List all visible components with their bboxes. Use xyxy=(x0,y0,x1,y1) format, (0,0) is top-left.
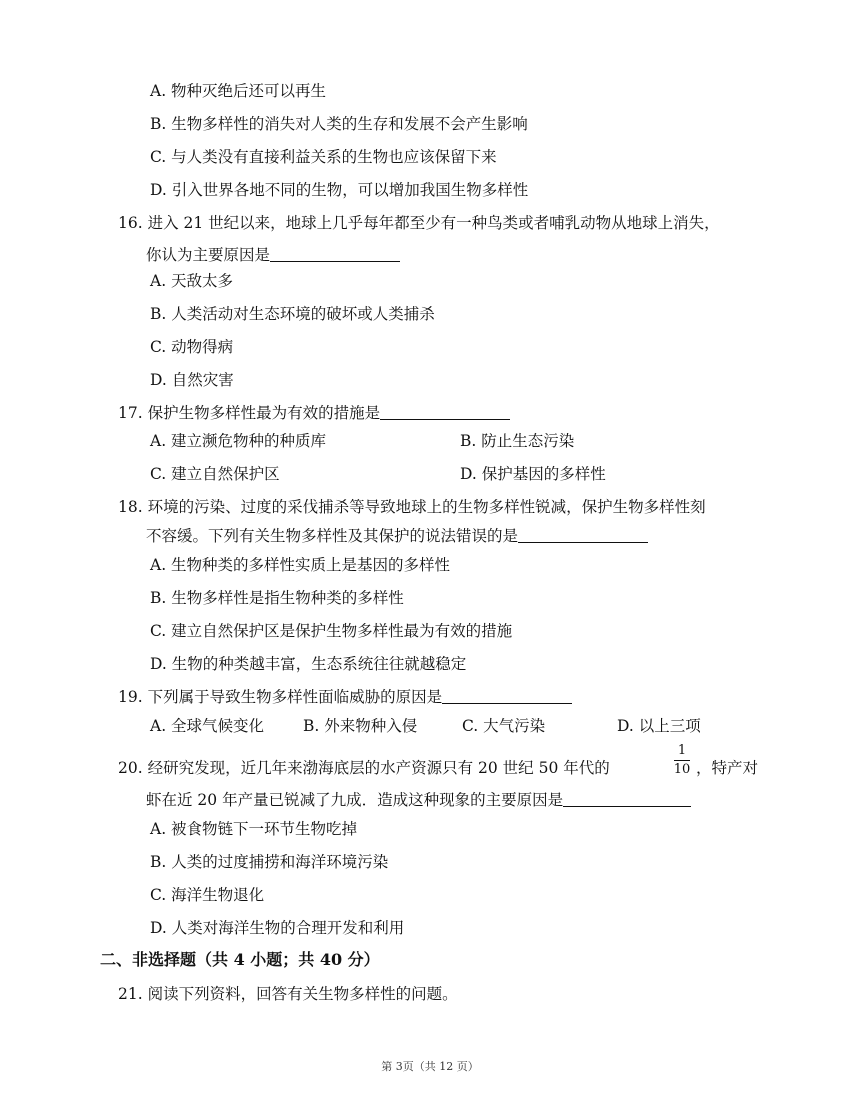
q17-option-a: A. 建立濒危物种的种质库 xyxy=(150,432,327,450)
answer-blank xyxy=(380,403,510,420)
q19-option-d: D. 以上三项 xyxy=(617,717,701,735)
q15-option-d: D. 引入世界各地不同的生物，可以增加我国生物多样性 xyxy=(150,181,529,199)
q18-stem-line1 xyxy=(118,497,706,517)
q20-text-line1b: ，特产对 xyxy=(696,759,759,777)
q19-option-b: B. 外来物种入侵 xyxy=(303,717,418,735)
answer-blank xyxy=(563,790,691,807)
q21-text: 阅读下列资料，回答有关生物多样性的问题。 xyxy=(147,985,458,1003)
q21-stem xyxy=(118,984,458,1004)
q16-option-b: B. 人类活动对生态环境的破坏或人类捕杀 xyxy=(150,305,435,323)
q17-option-d: D. 保护基因的多样性 xyxy=(460,465,606,483)
q17-number: 17. xyxy=(118,404,143,422)
q20-text-line2: 虾在近 20 年产量已锐减了九成．造成这种现象的主要原因是 xyxy=(146,791,564,809)
fraction-denominator: 10 xyxy=(673,762,691,777)
q16-option-a: A. 天敌太多 xyxy=(150,272,234,290)
q15-option-b: B. 生物多样性的消失对人类的生存和发展不会产生影响 xyxy=(150,115,528,133)
q20-stem-line2 xyxy=(146,790,691,810)
q19-number: 19. xyxy=(118,688,143,706)
fraction-bar xyxy=(674,760,690,761)
q20-option-d: D. 人类对海洋生物的合理开发和利用 xyxy=(150,919,405,937)
q18-text-line1: 环境的污染、过度的采伐捕杀等导致地球上的生物多样性锐减，保护生物多样性刻 xyxy=(147,498,706,516)
q21-number: 21. xyxy=(118,985,143,1003)
q20-stem-line1 xyxy=(118,758,610,778)
q15-option-c: C. 与人类没有直接利益关系的生物也应该保留下来 xyxy=(150,148,497,166)
q16-text-line2: 你认为主要原因是 xyxy=(146,246,271,264)
answer-blank xyxy=(270,245,400,262)
q18-option-d: D. 生物的种类越丰富，生态系统往往就越稳定 xyxy=(150,655,467,673)
q18-option-c: C. 建立自然保护区是保护生物多样性最为有效的措施 xyxy=(150,622,513,640)
q19-option-c: C. 大气污染 xyxy=(462,717,546,735)
q18-number: 18. xyxy=(118,498,143,516)
q18-stem-line2 xyxy=(146,526,648,546)
q17-stem xyxy=(118,403,510,423)
q20-option-a: A. 被食物链下一环节生物吃掉 xyxy=(150,820,358,838)
q19-stem xyxy=(118,687,572,707)
answer-blank xyxy=(442,687,572,704)
q19-text: 下列属于导致生物多样性面临威胁的原因是 xyxy=(147,688,443,706)
section-heading: 二、非选择题（共 4 小题；共 40 分） xyxy=(100,950,380,969)
q16-option-d: D. 自然灾害 xyxy=(150,371,234,389)
q18-option-a: A. 生物种类的多样性实质上是基因的多样性 xyxy=(150,556,451,574)
q17-option-b: B. 防止生态污染 xyxy=(460,432,575,450)
answer-blank xyxy=(518,526,648,543)
q16-stem-line2 xyxy=(146,245,400,265)
q19-option-a: A. 全球气候变化 xyxy=(150,717,265,735)
page-footer: 第 3页（共 12 页） xyxy=(381,1060,479,1073)
q16-stem-line1 xyxy=(118,213,720,233)
q20-option-b: B. 人类的过度捕捞和海洋环境污染 xyxy=(150,853,389,871)
q16-number: 16. xyxy=(118,214,143,232)
q16-option-c: C. 动物得病 xyxy=(150,338,234,356)
q17-option-c: C. 建立自然保护区 xyxy=(150,465,280,483)
q18-text-line2: 不容缓。下列有关生物多样性及其保护的说法错误的是 xyxy=(146,527,519,545)
q20-text-line1a: 经研究发现，近几年来渤海底层的水产资源只有 20 世纪 50 年代的 xyxy=(147,759,610,777)
q15-option-a: A. 物种灭绝后还可以再生 xyxy=(150,82,327,100)
q20-option-c: C. 海洋生物退化 xyxy=(150,886,265,904)
q17-text: 保护生物多样性最为有效的措施是 xyxy=(147,404,381,422)
fraction-numerator: 1 xyxy=(677,743,687,758)
q16-text-line1: 进入 21 世纪以来，地球上几乎每年都至少有一种鸟类或者哺乳动物从地球上消失， xyxy=(147,214,720,232)
q20-number: 20. xyxy=(118,759,143,777)
q18-option-b: B. 生物多样性是指生物种类的多样性 xyxy=(150,589,404,607)
